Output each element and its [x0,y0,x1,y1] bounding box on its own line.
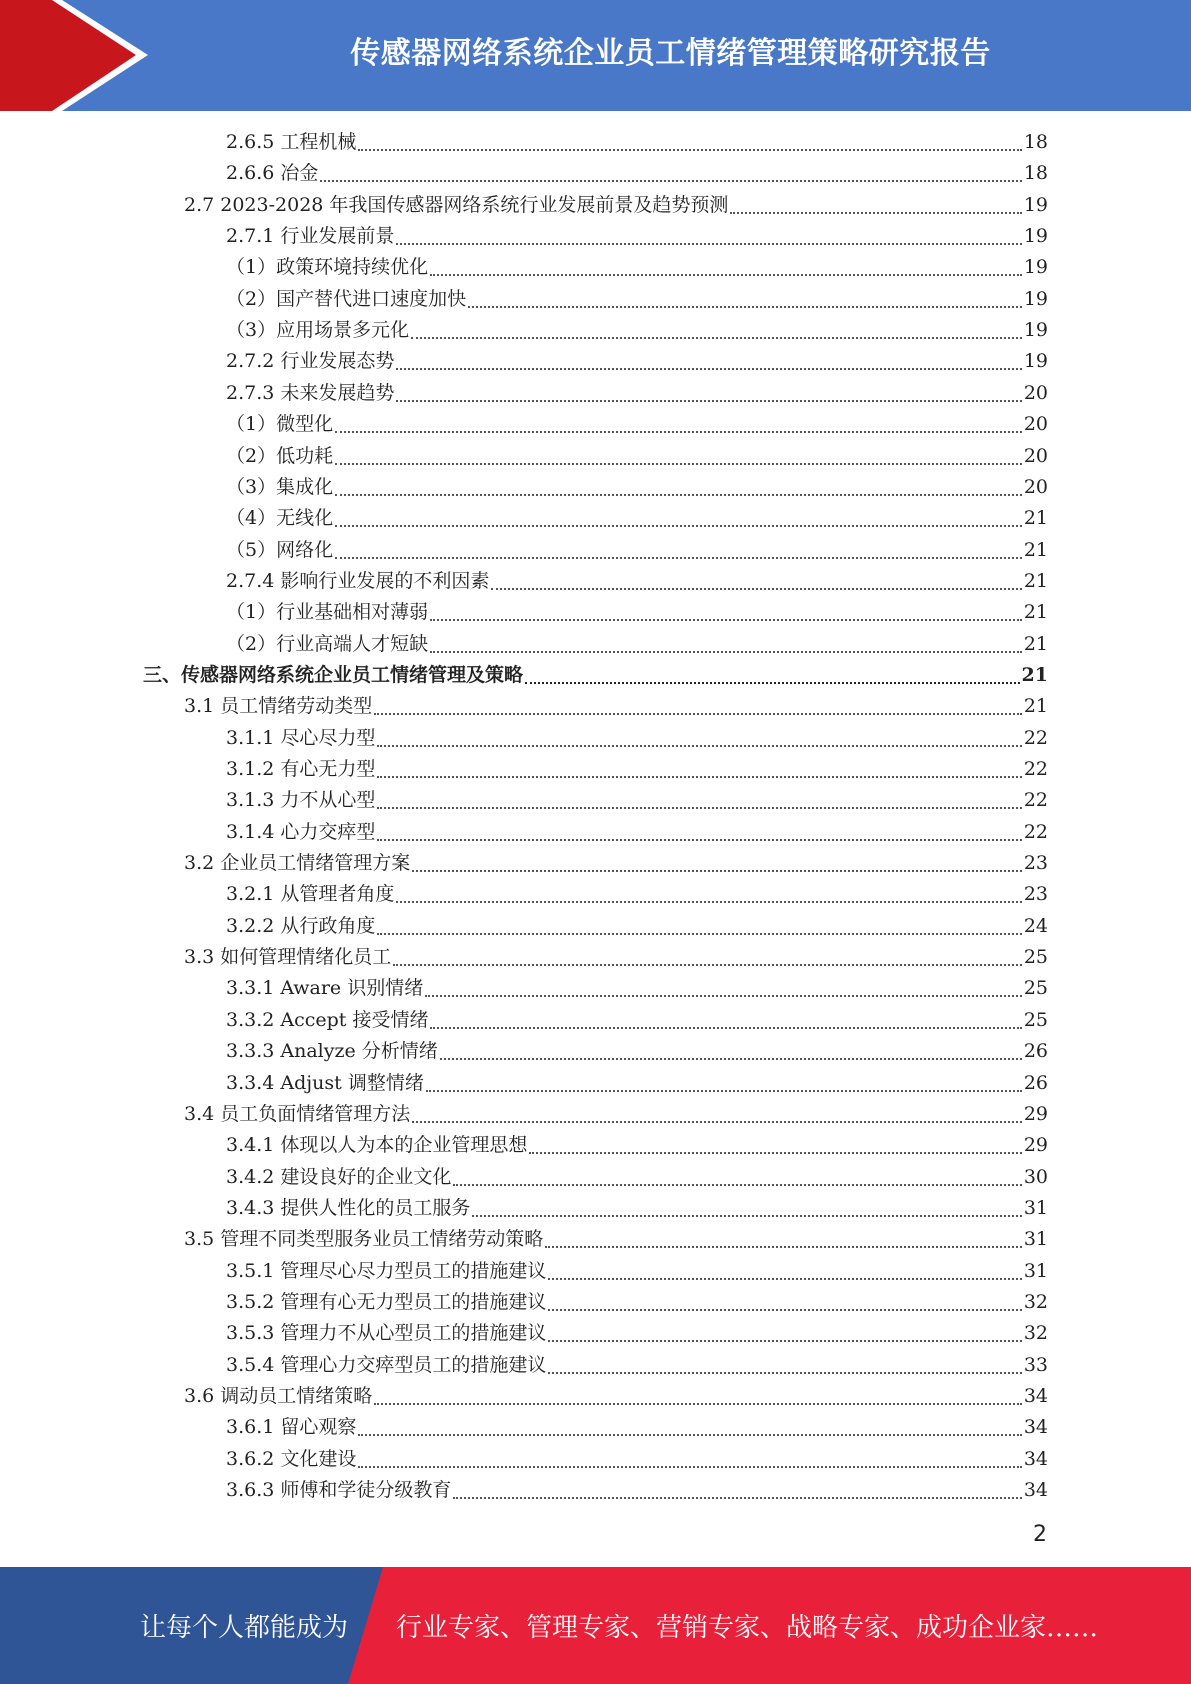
toc-leader-dots [374,1403,1022,1405]
toc-entry-page: 34 [1023,1416,1048,1439]
toc-entry-title: （1）政策环境持续优化 [226,256,429,279]
toc-entry-page: 19 [1023,350,1048,373]
toc-entry-title: （2）行业高端人才短缺 [226,632,429,655]
toc-entry-title: 3.1 员工情绪劳动类型 [184,695,373,718]
toc-entry[interactable] [226,1444,1048,1475]
toc-entry-page: 25 [1023,946,1048,969]
toc-entry[interactable] [143,660,1048,691]
report-title: 传感器网络系统企业员工情绪管理策略研究报告 [350,36,991,71]
toc-entry-page: 20 [1023,381,1048,404]
toc-leader-dots [545,1246,1022,1248]
toc-leader-dots [430,274,1022,276]
toc-entry[interactable] [226,597,1048,628]
toc-entry[interactable] [226,535,1048,566]
toc-leader-dots [335,431,1022,433]
toc-entry-page: 30 [1023,1165,1048,1188]
toc-entry-page: 33 [1023,1353,1048,1376]
toc-leader-dots [453,1497,1021,1499]
toc-leader-dots [377,745,1021,747]
toc-leader-dots [396,243,1021,245]
toc-entry[interactable] [226,1162,1048,1193]
toc-entry[interactable] [226,1130,1048,1161]
toc-entry-page: 18 [1023,162,1048,185]
toc-entry[interactable] [226,629,1048,660]
toc-entry-page: 19 [1023,256,1048,279]
toc-entry-page: 34 [1023,1447,1048,1470]
toc-entry-page: 31 [1023,1259,1048,1282]
toc-entry-title: 3.4.2 建设良好的企业文化 [226,1165,452,1188]
toc-leader-dots [320,180,1021,182]
toc-entry-title: 3.6 调动员工情绪策略 [184,1385,373,1407]
toc-entry-title: 3.5.2 管理有心无力型员工的措施建议 [226,1290,547,1313]
toc-leader-dots [548,1372,1021,1374]
toc-entry-page: 21 [1023,601,1048,624]
toc-entry[interactable] [226,879,1048,910]
toc-entry-title: 3.1.4 心力交瘁型 [226,820,376,843]
toc-entry-page: 31 [1023,1228,1048,1251]
toc-entry-title: （1）微型化 [226,413,334,436]
toc-entry-title: 3.1.3 力不从心型 [226,789,376,812]
toc-entry[interactable] [226,1350,1048,1381]
toc-leader-dots [377,807,1021,809]
toc-entry-title: （3）应用场景多元化 [226,319,410,342]
toc-leader-dots [548,1309,1021,1311]
toc-entry-title: （1）行业基础相对薄弱 [226,601,429,624]
toc-entry-title: 2.7.3 未来发展趋势 [226,381,395,404]
toc-entry-title: 2.6.6 冶金 [226,162,319,185]
toc-entry[interactable] [184,1381,1048,1412]
toc-leader-dots [377,776,1021,778]
toc-leader-dots [548,1340,1021,1342]
toc-entry-title: 2.7 2023-2028 年我国传感器网络系统行业发展前景及趋势预测 [184,193,729,216]
footer-slogan-left: 让每个人都能成为 [140,1613,349,1643]
toc-leader-dots [453,1184,1021,1186]
toc-entry-title: 3.3.3 Analyze 分析情绪 [226,1040,438,1063]
toc-entry[interactable] [226,378,1048,409]
toc-entry-page: 21 [1023,538,1048,561]
toc-entry-title: 3.1.1 尽心尽力型 [226,726,376,749]
toc-entry[interactable] [226,973,1048,1004]
toc-entry-page: 23 [1023,852,1048,875]
toc-entry[interactable] [226,158,1048,189]
toc-leader-dots [377,933,1021,935]
toc-leader-dots [335,494,1022,496]
toc-entry[interactable] [226,503,1048,534]
toc-leader-dots [396,368,1021,370]
toc-entry[interactable] [184,848,1048,879]
toc-entry-page: 21 [1023,507,1048,530]
toc-leader-dots [335,463,1022,465]
toc-entry-page: 21 [1021,663,1048,686]
toc-leader-dots [412,1121,1022,1123]
toc-entry-title: 3.6.2 文化建设 [226,1447,357,1470]
toc-entry-title: （2）国产替代进口速度加快 [226,287,467,310]
toc-entry[interactable] [226,1475,1048,1506]
toc-entry-title: 3.5 管理不同类型服务业员工情绪劳动策略 [184,1228,544,1251]
toc-entry-page: 29 [1023,1134,1048,1157]
toc-entry[interactable] [226,1256,1048,1287]
toc-entry-page: 32 [1023,1322,1048,1345]
toc-entry[interactable] [226,409,1048,440]
toc-entry[interactable] [226,221,1048,252]
toc-entry-title: 3.5.3 管理力不从心型员工的措施建议 [226,1322,547,1345]
toc-entry-page: 19 [1023,287,1048,310]
toc-entry-title: （3）集成化 [226,475,334,498]
toc-entry[interactable] [184,691,1048,722]
toc-entry-title: 3.3.4 Adjust 调整情绪 [226,1071,424,1094]
toc-entry[interactable] [184,190,1048,221]
toc-entry[interactable] [226,1287,1048,1318]
toc-entry-title: 3.3 如何管理情绪化员工 [184,946,392,969]
toc-entry[interactable] [226,472,1048,503]
toc-entry-title: 3.2 企业员工情绪管理方案 [184,852,411,875]
toc-entry[interactable] [226,1068,1048,1099]
toc-leader-dots [430,651,1022,653]
toc-entry-title: 3.4 员工负面情绪管理方法 [184,1102,411,1125]
toc-entry[interactable] [226,754,1048,785]
toc-leader-dots [358,1434,1021,1436]
toc-entry[interactable] [226,785,1048,816]
toc-entry-page: 20 [1023,475,1048,498]
toc-entry-title: 三、传感器网络系统企业员工情绪管理及策略 [143,663,524,686]
toc-entry-page: 31 [1023,1196,1048,1219]
toc-leader-dots [396,400,1021,402]
toc-entry[interactable] [226,1412,1048,1443]
toc-entry-title: 3.5.1 管理尽心尽力型员工的措施建议 [226,1259,547,1282]
toc-entry-title: 3.1.2 有心无力型 [226,758,376,780]
toc-entry[interactable] [226,127,1048,158]
toc-leader-dots [335,525,1022,527]
toc-leader-dots [440,1058,1022,1060]
toc-entry-title: （5）网络化 [226,538,334,561]
toc-entry[interactable] [226,284,1048,315]
toc-entry-page: 25 [1023,977,1048,1000]
toc-leader-dots [425,995,1022,997]
toc-entry-page: 29 [1023,1102,1048,1125]
toc-entry[interactable] [226,252,1048,283]
toc-entry-page: 24 [1023,914,1048,937]
toc-leader-dots [529,1152,1021,1154]
toc-entry[interactable] [226,1193,1048,1224]
toc-leader-dots [374,713,1022,715]
toc-entry-page: 19 [1023,319,1048,342]
toc-entry-page: 26 [1023,1040,1048,1063]
toc-leader-dots [358,1466,1021,1468]
toc-entry-page: 21 [1023,695,1048,718]
toc-entry-title: 3.3.1 Aware 识别情绪 [226,977,424,1000]
toc-leader-dots [335,557,1022,559]
toc-entry-page: 21 [1023,569,1048,592]
toc-leader-dots [525,682,1020,684]
footer-slogan-right: 行业专家、管理专家、营销专家、战略专家、成功企业家…… [396,1613,1099,1643]
toc-entry-page: 22 [1023,726,1048,749]
toc-leader-dots [358,149,1021,151]
toc-entry[interactable] [226,1036,1048,1067]
toc-entry[interactable] [226,817,1048,848]
toc-entry-page: 26 [1023,1071,1048,1094]
toc-entry[interactable] [226,911,1048,942]
toc-leader-dots [548,1278,1021,1280]
toc-entry-title: 3.6.1 留心观察 [226,1416,357,1439]
toc-entry[interactable] [226,441,1048,472]
toc-entry-title: （4）无线化 [226,507,334,530]
toc-entry-page: 21 [1023,632,1048,655]
toc-entry-page: 22 [1023,820,1048,843]
toc-entry-page: 25 [1023,1008,1048,1031]
toc-entry[interactable] [226,346,1048,377]
toc-entry-page: 22 [1023,789,1048,812]
toc-entry-title: 3.2.1 从管理者角度 [226,883,395,906]
page-header [0,0,1191,111]
toc-entry-title: 3.3.2 Accept 接受情绪 [226,1008,429,1031]
toc-entry-page: 19 [1023,193,1048,216]
toc-entry-title: 2.7.1 行业发展前景 [226,225,395,248]
toc-entry-title: 2.7.2 行业发展态势 [226,350,395,373]
toc-entry-title: 3.6.3 师傅和学徒分级教育 [226,1479,452,1502]
toc-entry-title: 3.4.3 提供人性化的员工服务 [226,1196,471,1219]
toc-entry[interactable] [184,1099,1048,1130]
toc-leader-dots [430,1027,1021,1029]
toc-entry-page: 32 [1023,1290,1048,1313]
toc-entry[interactable] [226,1005,1048,1036]
page-number: 2 [1033,1522,1047,1547]
toc-leader-dots [472,1215,1021,1217]
toc-leader-dots [377,839,1021,841]
toc-entry[interactable] [226,566,1048,597]
toc-entry[interactable] [184,942,1048,973]
toc-entry[interactable] [184,1224,1048,1255]
toc-entry-page: 20 [1023,444,1048,467]
toc-leader-dots [468,306,1022,308]
page-footer [0,1567,1191,1684]
toc-leader-dots [426,1090,1022,1092]
toc-entry-page: 34 [1023,1385,1048,1407]
toc-entry-page: 23 [1023,883,1048,906]
toc-entry-title: 3.4.1 体现以人为本的企业管理思想 [226,1134,528,1157]
toc-leader-dots [411,337,1022,339]
toc-entry[interactable] [226,723,1048,754]
toc-entry-title: 2.6.5 工程机械 [226,131,357,153]
toc-entry-page: 20 [1023,413,1048,436]
toc-entry-page: 22 [1023,758,1048,780]
header-arrow-graphic [0,0,160,111]
toc-entry-title: 3.2.2 从行政角度 [226,914,376,937]
toc-leader-dots [393,964,1022,966]
toc-entry-page: 18 [1023,131,1048,153]
toc-entry-title: 2.7.4 影响行业发展的不利因素 [226,569,490,592]
toc-entry[interactable] [226,315,1048,346]
toc-entry-page: 19 [1023,225,1048,248]
toc-entry-title: 3.5.4 管理心力交瘁型员工的措施建议 [226,1353,547,1376]
toc-leader-dots [491,588,1021,590]
toc-entry-page: 34 [1023,1479,1048,1502]
toc-entry[interactable] [226,1318,1048,1349]
toc-leader-dots [412,870,1022,872]
toc-leader-dots [430,619,1022,621]
toc-entry-title: （2）低功耗 [226,444,334,467]
toc-leader-dots [396,901,1021,903]
toc-leader-dots [730,212,1021,214]
